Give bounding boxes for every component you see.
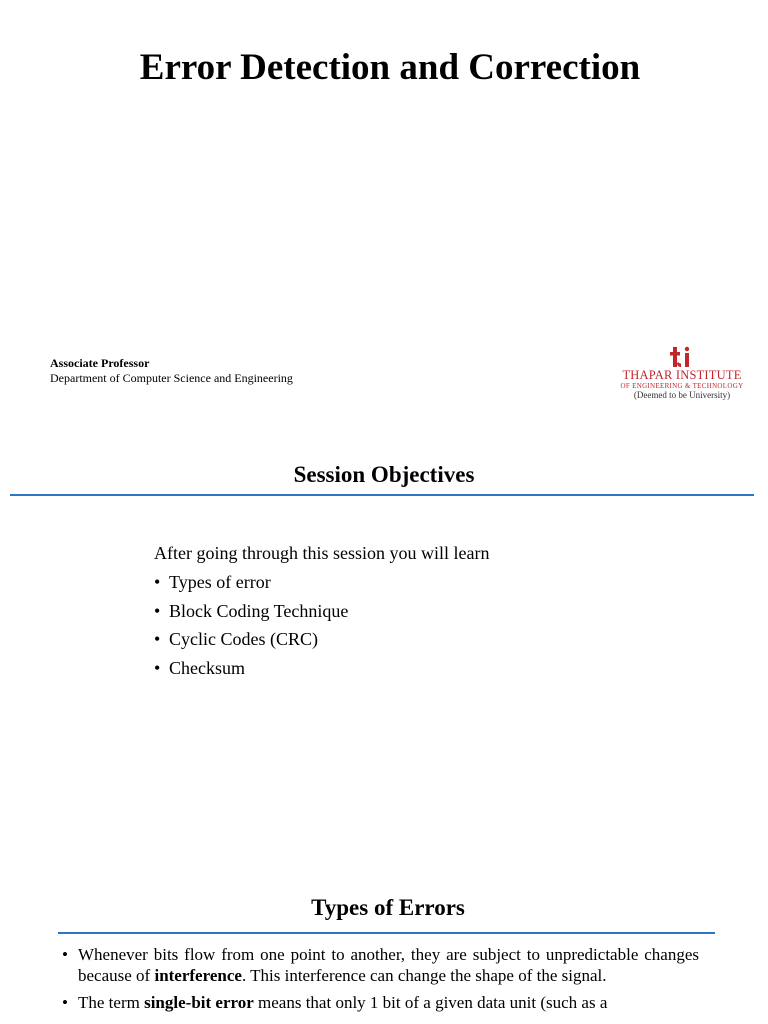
objectives-heading: Session Objectives (293, 462, 475, 487)
list-item: • Whenever bits flow from one point to another, they are subject to unpredictable changes because of interference. This interference can change the shape of the signal. (62, 945, 699, 985)
slide-title: Error Detection and Correction (139, 47, 641, 88)
list-item: • Block Coding Technique (154, 597, 654, 626)
list-item: • Checksum (154, 654, 654, 683)
objectives-list (154, 568, 654, 683)
ti-logo-mark-icon (670, 345, 694, 369)
logo-subtitle: OF ENGINEERING & TECHNOLOGY (620, 382, 744, 390)
list-item: • Cyclic Codes (CRC) (154, 625, 654, 654)
bullet-icon: • (154, 629, 161, 650)
bullet-icon: • (154, 658, 161, 679)
types-of-errors-content (62, 944, 699, 1019)
list-item: • The term single-bit error means that only 1 bit of a given data unit (such as a (62, 993, 608, 1012)
objectives-content (154, 539, 654, 683)
emphasis-single-bit-error: single-bit error (144, 993, 254, 1012)
bullet-icon: • (154, 600, 161, 621)
presenter-department: Department of Computer Science and Engineering (50, 371, 293, 385)
errors-list (62, 944, 699, 1013)
bullet-icon: • (62, 993, 68, 1012)
emphasis-interference: interference (154, 966, 242, 985)
objectives-intro: After going through this session you will learn (154, 543, 490, 563)
objectives-divider (10, 494, 754, 496)
bullet-icon: • (62, 945, 68, 964)
thapar-institute-logo (612, 345, 752, 405)
types-of-errors-heading: Types of Errors (311, 895, 465, 920)
logo-institution-name: THAPAR INSTITUTE (622, 368, 742, 382)
types-of-errors-divider (58, 932, 715, 934)
presenter-role: Associate Professor (50, 356, 150, 370)
list-item: • Types of error (154, 568, 654, 597)
presenter-info (50, 356, 293, 386)
bullet-icon: • (154, 571, 161, 592)
logo-status: (Deemed to be University) (633, 390, 731, 400)
